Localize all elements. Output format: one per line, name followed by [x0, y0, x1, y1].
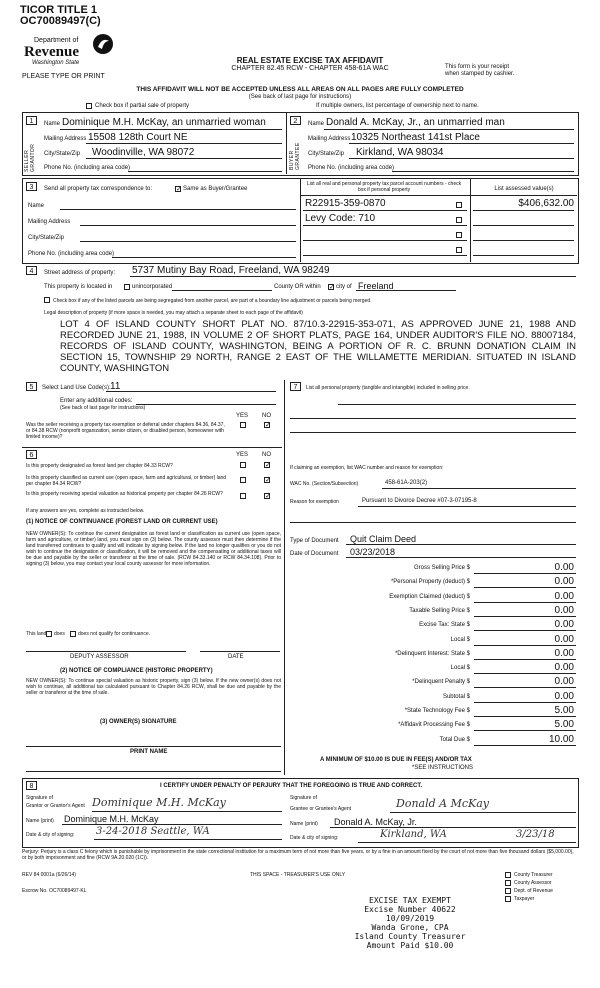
- notice-compliance-title: (2) NOTICE OF COMPLIANCE (HISTORIC PROPERTY): [60, 668, 213, 674]
- grantor-date-city-label: Date & city of signing:: [26, 832, 75, 838]
- form-revision: REV 84 0001a (6/26/14): [22, 872, 76, 878]
- exemption-question: Was the seller receiving a property tax exemption or deferral under chapters 84.36, 84.37, or 84.38 RCW (nonprofit organization, senior citizen, or disabled person, homeowner with limited income)?: [26, 422, 225, 440]
- seller-city-label: City/State/Zip: [44, 151, 81, 157]
- stamp-line-3: 10/09/2019: [385, 914, 435, 923]
- doc-type-field[interactable]: Quit Claim Deed: [350, 534, 417, 544]
- tax-row-label: *State Technology Fee $: [404, 708, 470, 714]
- tax-row-value[interactable]: 0.00: [554, 634, 574, 645]
- tax-row-value[interactable]: 0.00: [554, 691, 574, 702]
- forest-land-question: Is this property designated as forest land per chapter 84.33 RCW?: [26, 463, 173, 469]
- personal-prop-checkbox-2[interactable]: [456, 217, 462, 223]
- parcel-number-field[interactable]: R22915-359-0870: [305, 198, 386, 209]
- buyer-mailing-label: Mailing Address: [308, 136, 351, 142]
- grantor-sig-label-1: Signature of: [26, 795, 53, 801]
- tax-row-label: *Affidavit Processing Fee $: [398, 722, 470, 728]
- tax-row-value[interactable]: 0.00: [554, 576, 574, 587]
- unincorporated-checkbox[interactable]: [124, 284, 130, 290]
- grantee-name-print[interactable]: Donald A. McKay, Jr.: [334, 817, 417, 827]
- grantee-name-print-label: Name (print): [290, 821, 318, 827]
- s5-yes-header: YES: [236, 413, 249, 419]
- form-chapter: CHAPTER 82.45 RCW - CHAPTER 458-61A WAC: [231, 65, 389, 72]
- exemption-no-checkbox[interactable]: ✓: [265, 422, 271, 429]
- stamp-line-4: Wanda Grone, CPA: [371, 923, 449, 932]
- historic-no-checkbox[interactable]: ✓: [265, 493, 271, 500]
- does-checkbox[interactable]: [46, 631, 52, 637]
- tax-row-label: *Delinquent Penalty $: [412, 679, 470, 685]
- tax-row-label: Exemption Claimed (deduct) $: [389, 594, 470, 600]
- treasurer-use-label: THIS SPACE - TREASURER'S USE ONLY: [250, 872, 346, 878]
- stamp-line-1: EXCISE TAX EXEMPT: [369, 896, 451, 905]
- receipt-note-1: This form is your receipt: [445, 64, 510, 70]
- tax-row-label: Subtotal $: [442, 694, 470, 700]
- owner-signature-label: (3) OWNER(S) SIGNATURE: [100, 719, 177, 725]
- grantee-sig-label-2: Grantee or Grantee's Agent: [290, 806, 351, 812]
- grantee-date[interactable]: 3/23/18: [516, 829, 555, 840]
- tax-row-value[interactable]: 0.00: [554, 648, 574, 659]
- revenue-swirl-icon: [92, 33, 114, 55]
- tax-row-label: *Personal Property (deduct) $: [390, 579, 470, 585]
- tax-row-value[interactable]: 5.00: [554, 719, 574, 730]
- tax-row-value[interactable]: 5.00: [554, 705, 574, 716]
- grantee-date-city[interactable]: Kirkland, WA: [380, 829, 447, 840]
- date-label: DATE: [228, 654, 244, 660]
- please-type: PLEASE TYPE OR PRINT: [22, 73, 105, 80]
- stamp-line-6: Amount Paid $10.00: [366, 941, 454, 950]
- seller-name-field[interactable]: Dominique M.H. McKay, an unmarried woman: [62, 117, 266, 128]
- print-name-label: PRINT NAME: [130, 749, 168, 755]
- see-instructions-note: *SEE INSTRUCTIONS: [412, 765, 474, 771]
- s6-yes-header: YES: [236, 452, 249, 458]
- does-not-label: does not qualify for continuance.: [78, 631, 150, 637]
- copy-label: Dept. of Revenue: [514, 888, 553, 894]
- perjury-notice: Perjury: Perjury is a class C felony which is punishable by imprisonment in the state correctional institution for a maximum term of not more than five years, or by a fine in an amount fixed by the court of not more than five thousand dollars ($5,000.00), or by both imprisonment and fine (RCW 9A.20.020 (1C)).: [22, 849, 574, 861]
- section-1-number: 1: [26, 116, 37, 125]
- logo-state: Washington State: [32, 60, 80, 66]
- tax-row-label: Gross Selling Price $: [413, 565, 470, 571]
- parcel-list-header: List all real and personal property tax parcel account numbers - check box if personal property: [306, 181, 462, 193]
- grantor-signature[interactable]: Dominique M.H. McKay: [92, 796, 226, 809]
- grantor-date-city[interactable]: 3-24-2018 Seattle, WA: [96, 826, 210, 837]
- seller-name-label: Name: [44, 121, 61, 127]
- county-or-label: County OR within: [274, 284, 321, 290]
- tax-row-value[interactable]: 0.00: [554, 605, 574, 616]
- tax-row-label: Local $: [450, 637, 470, 643]
- notice-continuance-title: (1) NOTICE OF CONTINUANCE (FOREST LAND OR CURRENT USE): [26, 519, 218, 525]
- same-as-buyer-checkbox[interactable]: ✓: [176, 186, 182, 193]
- section-5-number: 5: [26, 382, 37, 391]
- s6-no-header: NO: [262, 452, 271, 458]
- deputy-assessor-label: DEPUTY ASSESSOR: [70, 654, 129, 660]
- exemption-yes-checkbox[interactable]: [240, 422, 246, 428]
- tax-row-label: *Delinquent Interest: State $: [394, 651, 470, 657]
- tax-row-value[interactable]: 0.00: [554, 591, 574, 602]
- stamp-line-5: Island County Treasurer: [354, 932, 466, 941]
- wac-field[interactable]: 458-61A-203(2): [385, 480, 428, 486]
- street-label: Street address of property:: [44, 270, 116, 276]
- grantee-signature[interactable]: Donald A McKay: [396, 797, 489, 810]
- section-8-number: 8: [26, 781, 37, 790]
- buyer-city-field[interactable]: Kirkland, WA 98034: [356, 147, 444, 158]
- copy-checkbox[interactable]: [505, 888, 511, 894]
- buyer-grantee-label: BUYER GRANTEE: [289, 142, 301, 170]
- tax-row-label: Excise Tax: State $: [419, 622, 470, 628]
- wac-label: WAC No. (Section/Subsection): [290, 481, 359, 487]
- partial-sale-checkbox[interactable]: [86, 103, 92, 109]
- land-label: This land: [26, 631, 47, 637]
- copy-checkbox[interactable]: [505, 896, 511, 902]
- form-title: REAL ESTATE EXCISE TAX AFFIDAVIT: [236, 56, 384, 65]
- grantor-name-print[interactable]: Dominique M.H. McKay: [64, 814, 159, 824]
- tax-row-label: Total Due $: [439, 737, 470, 743]
- copy-checkbox[interactable]: [505, 880, 511, 886]
- copy-label: County Assessor: [514, 880, 552, 886]
- city-of-checkbox[interactable]: ✓: [329, 284, 335, 291]
- buyer-mailing-field[interactable]: 10325 Northeast 141st Place: [351, 132, 480, 143]
- see-back-note: (See back of last page for instructions): [248, 94, 352, 100]
- personal-prop-checkbox-4[interactable]: [456, 247, 462, 253]
- grantor-name-print-label: Name (print): [26, 818, 54, 824]
- seller-mailing-field[interactable]: 15508 128th Court NE: [88, 132, 188, 143]
- section-7-number: 7: [290, 382, 301, 391]
- tax-row-value[interactable]: 0.00: [554, 619, 574, 630]
- partial-sale-label: Check box if partial sale of property: [95, 103, 190, 109]
- seller-phone-label: Phone No. (including area code): [44, 165, 131, 171]
- city-of-label: city of: [336, 284, 352, 290]
- levy-code-field[interactable]: Levy Code: 710: [305, 213, 376, 224]
- s3-phone-label: Phone No. (including area code): [28, 251, 115, 257]
- segregated-checkbox[interactable]: [44, 297, 50, 303]
- current-use-question: Is this property classified as current use (open space, farm and agricultural, or timber) land per chapter 84.34 RCW?: [26, 475, 227, 487]
- historic-question: Is this property receiving special valuation as historical property per chapter 84.26 RCW?: [26, 491, 223, 497]
- tax-row-label: Taxable Selling Price $: [409, 608, 470, 614]
- section-4-number: 4: [26, 266, 37, 275]
- legal-description-label: Legal description of property (if more space is needed, you may attach a separate sheet to each page of the affidavit): [44, 310, 303, 316]
- seller-city-field[interactable]: Woodinville, WA 98072: [92, 147, 195, 158]
- notice-compliance-text: NEW OWNER(S): To continue special valuation as historic property, sign (3) below. If the new owner(s) does not wish to continue, all additional tax calculated pursuant to Chapter 84.26 RCW, shall be due and payable by the seller or transferor at the time of sale.: [26, 678, 281, 696]
- not-accepted-notice: THIS AFFIDAVIT WILL NOT BE ACCEPTED UNLESS ALL AREAS ON ALL PAGES ARE FULLY COMPLETED: [136, 86, 464, 93]
- doc-type-label: Type of Document: [290, 538, 339, 544]
- assessed-value-field[interactable]: $406,632.00: [518, 198, 574, 209]
- buyer-name-label: Name: [308, 121, 325, 127]
- notice-continuance-text: NEW OWNER(S): To continue the current designation as forest land or classification as current use (open space, farm and agriculture, or timber) land, you must sign on (3) below. The county assessor must then determine if the land transferred continues to qualify and will indicate by signing below. If the land no longer qualifies or you do not wish to continue the designation or classification, it will be removed and the compensating or additional taxes will be due and payable by the seller or transferor at the time of sale. (RCW 84.33.140 or RCW 84.34.108). Prior to signing (3) below, you may contact your local county assessor for more information.: [26, 531, 281, 567]
- exemption-claim-label: If claiming an exemption, list WAC number and reason for exemption:: [290, 465, 444, 471]
- tax-row-value[interactable]: 0.00: [554, 676, 574, 687]
- street-address-field[interactable]: 5737 Mutiny Bay Road, Freeland, WA 98249: [132, 265, 330, 276]
- city-field[interactable]: Freeland: [358, 281, 394, 291]
- seller-mailing-label: Mailing Address: [44, 136, 87, 142]
- logo-dept-of: Department of: [34, 37, 79, 44]
- does-not-checkbox[interactable]: [70, 631, 76, 637]
- section-2-number: 2: [290, 116, 301, 125]
- logo-revenue: Revenue: [24, 44, 79, 60]
- forest-yes-checkbox[interactable]: [240, 462, 246, 468]
- receipt-note-2: when stamped by cashier.: [445, 71, 515, 77]
- land-use-field[interactable]: 11: [110, 381, 121, 392]
- historic-yes-checkbox[interactable]: [240, 493, 246, 499]
- multiple-owners-note: If multiple owners, list percentage of ownership next to name.: [316, 103, 479, 109]
- same-as-buyer-label: Same as Buyer/Grantee: [183, 186, 248, 192]
- grantee-sig-label-1: Signature of: [290, 795, 317, 801]
- does-label: does: [54, 631, 65, 637]
- section-6-number: 6: [26, 450, 37, 459]
- s3-city-label: City/State/Zip: [28, 235, 65, 241]
- reason-field[interactable]: Pursuant to Divorce Decree #07-3-07195-8: [362, 498, 477, 504]
- tax-row-label: Local $: [450, 665, 470, 671]
- buyer-phone-label: Phone No. (including area code): [308, 165, 395, 171]
- tax-row-value[interactable]: 0.00: [554, 662, 574, 673]
- current-use-no-checkbox[interactable]: ✓: [265, 477, 271, 484]
- section-3-number: 3: [26, 182, 37, 191]
- grantee-date-city-label: Date & city of signing:: [290, 835, 339, 841]
- escrow-number: Escrow No. OC70089497-KL: [22, 888, 87, 894]
- forest-no-checkbox[interactable]: ✓: [265, 462, 271, 469]
- unincorporated-label: unincorporated: [132, 284, 173, 290]
- tax-row-value[interactable]: 0.00: [554, 562, 574, 573]
- copy-label: Taxpayer: [514, 896, 535, 902]
- order-number: OC70089497(C): [20, 15, 101, 27]
- doc-date-field[interactable]: 03/23/2018: [350, 547, 396, 557]
- land-use-label: Select Land Use Code(s):: [42, 385, 111, 391]
- s3-mailing-label: Mailing Address: [28, 219, 71, 225]
- copy-label: County Treasurer: [514, 872, 553, 878]
- ticor-title: TICOR TITLE 1: [20, 4, 97, 16]
- buyer-city-label: City/State/Zip: [308, 151, 345, 157]
- copy-checkbox[interactable]: [505, 872, 511, 878]
- seller-grantor-label: SELLER GRANTOR: [24, 143, 36, 172]
- tax-row-value[interactable]: 10.00: [548, 734, 574, 745]
- if-yes-note: If any answers are yes, complete as instructed below.: [26, 508, 145, 514]
- additional-codes-note: (See back of last page for instructions): [60, 405, 146, 411]
- located-in-label: This property is located in: [44, 284, 113, 290]
- send-all-label: Send all property tax correspondence to:: [44, 186, 153, 192]
- personal-property-label: List all personal property (tangible and intangible) included in selling price.: [306, 385, 470, 391]
- stamp-line-2: Excise Number 40622: [364, 905, 456, 914]
- grantor-sig-label-2: Grantor or Grantor's Agent: [26, 803, 85, 809]
- certify-statement: I CERTIFY UNDER PENALTY OF PERJURY THAT THE FOREGOING IS TRUE AND CORRECT.: [160, 783, 423, 789]
- doc-date-label: Date of Document: [290, 551, 339, 557]
- personal-prop-checkbox-1[interactable]: [456, 202, 462, 208]
- current-use-yes-checkbox[interactable]: [240, 477, 246, 483]
- s5-no-header: NO: [262, 413, 271, 419]
- minimum-fee-note: A MINIMUM OF $10.00 IS DUE IN FEE(S) AND/OR TAX: [320, 757, 472, 763]
- buyer-name-field[interactable]: Donald A. McKay, Jr., an unmarried man: [326, 117, 505, 128]
- segregated-label: Check box if any of the listed parcels are being segregated from another parcel, are part of a boundary line adjustment or parcels being merged.: [53, 298, 372, 304]
- s3-name-label: Name: [28, 203, 45, 209]
- assessed-header: List assessed value(s): [494, 186, 554, 192]
- personal-prop-checkbox-3[interactable]: [456, 232, 462, 238]
- excise-tax-stamp: [340, 896, 480, 950]
- legal-description-field[interactable]: LOT 4 OF ISLAND COUNTY SHORT PLAT NO. 87/10.3-22915-353-071, AS APPROVED JUNE 21, 1988 AND RECORDED JUNE 21, 1988, IN VOLUME 2 OF SHORT PLATS, PAGE 164, UNDER AUDITOR'S FILE NO. 88007184, RECORDS OF ISLAND COUNTY, WASHINGTON, BEING A PORTION OF R. C. BRUNN DONATION CLAIM IN SECTION 15, TOWNSHIP 29 NORTH, RANGE 2 EAST OF THE WILLAMETTE MERIDIAN. SITUATED IN ISLAND COUNTY, WASHINGTON: [60, 319, 576, 374]
- reason-label: Reason for exemption: [290, 499, 339, 505]
- additional-codes-label: Enter any additional codes:: [60, 398, 133, 404]
